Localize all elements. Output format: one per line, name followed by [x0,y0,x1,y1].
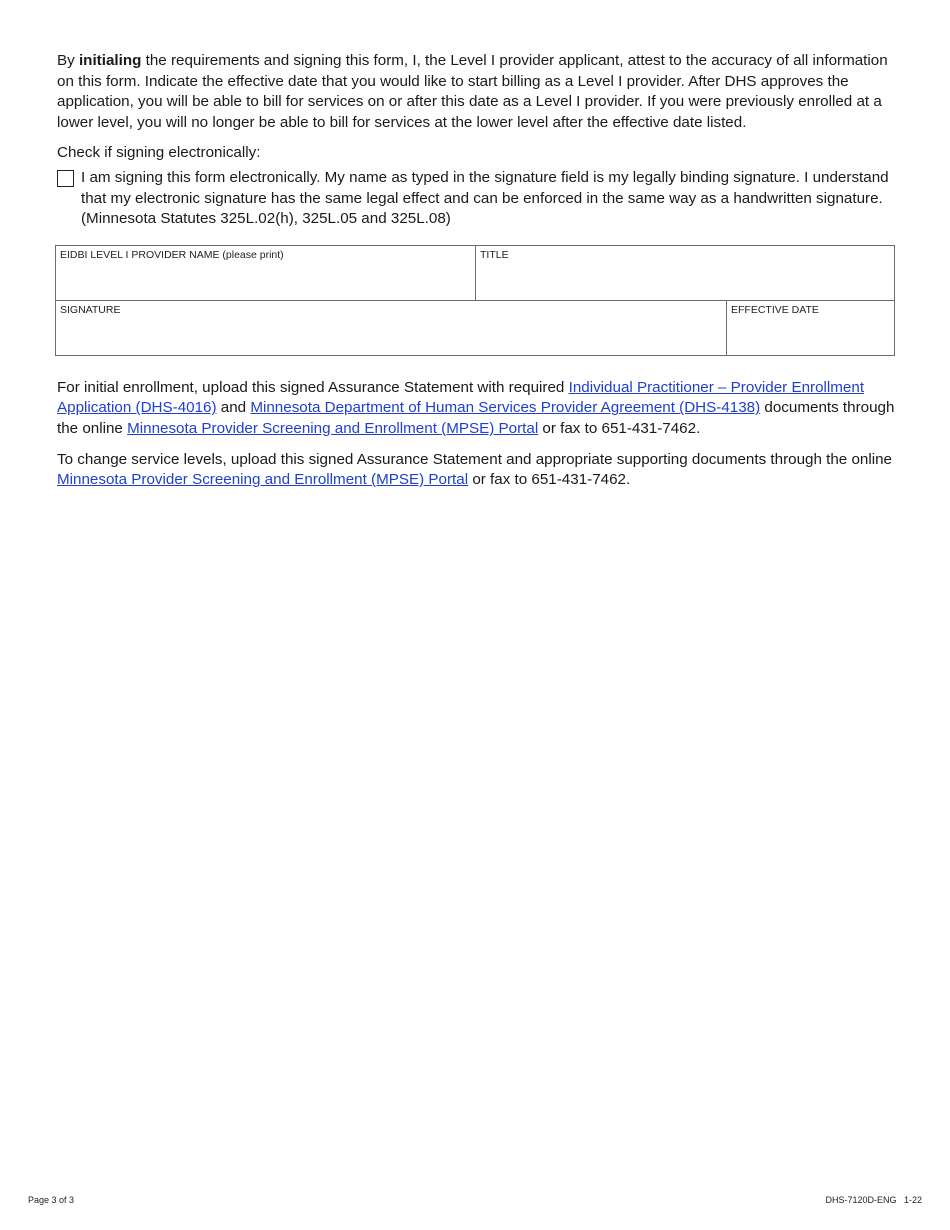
intro-rest: the requirements and signing this form, I, the Level I provider applicant, attest to the accuracy of all information on this form. Indicate the effective date that you would like to start billing as a Level I provider. After DHS approves the application, you will be able to bill for services on or after this date as a Level I provider. If you were previously enrolled at a lower level, you will no longer be able to bill for services at the lower level after the effective date listed. [57,52,888,131]
title-field[interactable] [476,245,895,300]
electronic-signature-statement: I am signing this form electronically. My name as typed in the signature field is my legally binding signature. I understand that my electronic signature has the same legal effect and can be enforced in the same way as a handwritten signature. (Minnesota Statutes 325L.02(h), 325L.05 and 325L.08) [81,168,889,228]
attestation-paragraph [57,51,895,133]
intro-bold-word: initialing [78,52,142,69]
title-label: TITLE [480,248,509,261]
change-levels-text-1: To change service levels, upload this signed Assurance Statement and appropriate supporting documents through the online [57,450,901,468]
initial-enrollment-text-2: and [216,399,251,417]
form-page [57,51,901,491]
effective-date-label: EFFECTIVE DATE [731,303,819,316]
provider-name-field[interactable] [56,245,476,300]
signature-label: SIGNATURE [60,303,121,316]
electronic-signing-row [57,168,895,230]
change-levels-paragraph [57,450,901,491]
form-id: DHS-7120D-ENG 1-22 [825,1195,922,1205]
initial-enrollment-text-3: documents through the online [57,399,895,437]
provider-name-label: EIDBI LEVEL I PROVIDER NAME (please print) [60,248,284,261]
signature-field[interactable] [56,300,727,355]
initial-enrollment-text-4: or fax to 651-431-7462. [538,419,701,437]
dhs-4016-link[interactable]: Individual Practitioner – Provider Enrollment Application (DHS-4016) [57,378,865,417]
intro-lead: By [57,52,79,69]
effective-date-field[interactable] [727,300,895,355]
dhs-4138-link[interactable]: Minnesota Department of Human Services Provider Agreement (DHS-4138) [250,399,761,417]
page-number: Page 3 of 3 [28,1195,75,1205]
mpse-portal-link[interactable]: Minnesota Provider Screening and Enrollment (MPSE) Portal [127,419,539,437]
initial-enrollment-text-1: For initial enrollment, upload this signed Assurance Statement with required [57,378,569,396]
initial-enrollment-paragraph [57,378,895,440]
signature-table [55,245,895,356]
electronic-signing-label: Check if signing electronically: [57,144,261,162]
mpse-portal-link-2[interactable]: Minnesota Provider Screening and Enrollment (MPSE) Portal [57,471,469,489]
change-levels-text-2: or fax to 651-431-7462. [468,471,631,489]
electronic-signature-checkbox[interactable] [57,170,74,187]
